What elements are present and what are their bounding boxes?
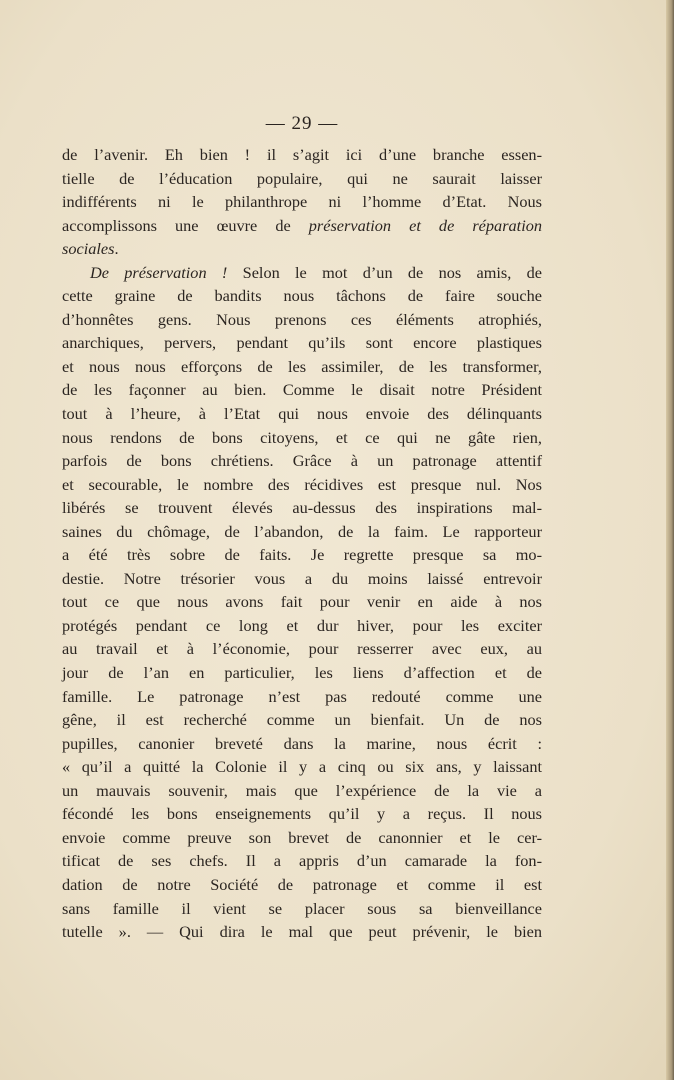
- text-line: tout ce que nous avons fait pour venir en aide à nos: [62, 592, 542, 612]
- text-line: tout à l’heure, à l’Etat qui nous envoie des délinquants: [62, 404, 542, 424]
- text-line: parfois de bons chrétiens. Grâce à un patronage attentif: [62, 451, 542, 471]
- text-line: tificat de ses chefs. Il a appris d’un camarade la fon-: [62, 851, 542, 871]
- text-line: et secourable, le nombre des récidives est presque nul. Nos: [62, 474, 542, 494]
- text-line: envoie comme preuve son brevet de canonnier et le cer-: [62, 827, 542, 847]
- text-line: tutelle ». — Qui dira le mal que peut prévenir, le bien: [62, 922, 542, 942]
- body-text: [62, 143, 542, 944]
- text-line: dation de notre Société de patronage et comme il est: [62, 874, 542, 894]
- text-segment: accomplissons une œuvre de: [62, 215, 309, 235]
- page-number: — 29 —: [265, 113, 339, 134]
- text-line: au travail et à l’économie, pour resserrer avec eux, au: [62, 639, 542, 659]
- text-line: d’honnêtes gens. Nous prenons ces éléments atrophiés,: [62, 309, 542, 329]
- text-line: de les façonner au bien. Comme le disait notre Président: [62, 380, 542, 400]
- page-spine-edge: [666, 0, 674, 1080]
- italic-phrase: De préservation !: [90, 262, 228, 282]
- italic-phrase: sociales: [62, 239, 115, 259]
- text-line: jour de l’an en particulier, les liens d’affection et de: [62, 663, 542, 683]
- text-line: [62, 261, 542, 285]
- text-line: cette graine de bandits nous tâchons de faire souche: [62, 286, 542, 306]
- text-line: pupilles, canonier breveté dans la marine, nous écrit :: [62, 733, 542, 753]
- text-segment: .: [114, 239, 119, 259]
- text-line: a été très sobre de faits. Je regrette presque sa mo-: [62, 545, 542, 565]
- text-line: « qu’il a quitté la Colonie il y a cinq ou six ans, y laissant: [62, 757, 542, 777]
- text-line: indifférents ni le philanthrope ni l’homme d’Etat. Nous: [62, 192, 542, 212]
- text-line: libérés se trouvent élevés au-dessus des inspirations mal-: [62, 498, 542, 518]
- text-line: protégés pendant ce long et dur hiver, pour les exciter: [62, 615, 542, 635]
- text-line: saines du chômage, de l’abandon, de la faim. Le rapporteur: [62, 521, 542, 541]
- italic-phrase: préservation et de réparation: [308, 215, 542, 235]
- text-line: destie. Notre trésorier vous a du moins laissé entrevoir: [62, 568, 542, 588]
- text-line: nous rendons de bons citoyens, et ce qui ne gâte rien,: [62, 427, 542, 447]
- text-line: gêne, il est recherché comme un bienfait. Un de nos: [62, 710, 542, 730]
- text-line: un mauvais souvenir, mais que l’expérience de la vie a: [62, 780, 542, 800]
- text-line: de l’avenir. Eh bien ! il s’agit ici d’une branche essen-: [62, 145, 542, 164]
- text-line: tielle de l’éducation populaire, qui ne saurait laisser: [62, 168, 542, 188]
- text-line: anarchiques, pervers, pendant qu’ils sont encore plastiques: [62, 333, 542, 353]
- text-line: fécondé les bons enseignements qu’il y a reçus. Il nous: [62, 804, 542, 824]
- text-segment: Selon le mot d’un de nos amis, de: [227, 262, 542, 282]
- text-line: et nous nous efforçons de les assimiler, de les transformer,: [62, 356, 542, 376]
- text-line: [62, 237, 542, 261]
- text-line: famille. Le patronage n’est pas redouté comme une: [62, 686, 542, 706]
- text-line: [62, 214, 542, 238]
- text-line: sans famille il vient se placer sous sa bienveillance: [62, 898, 542, 918]
